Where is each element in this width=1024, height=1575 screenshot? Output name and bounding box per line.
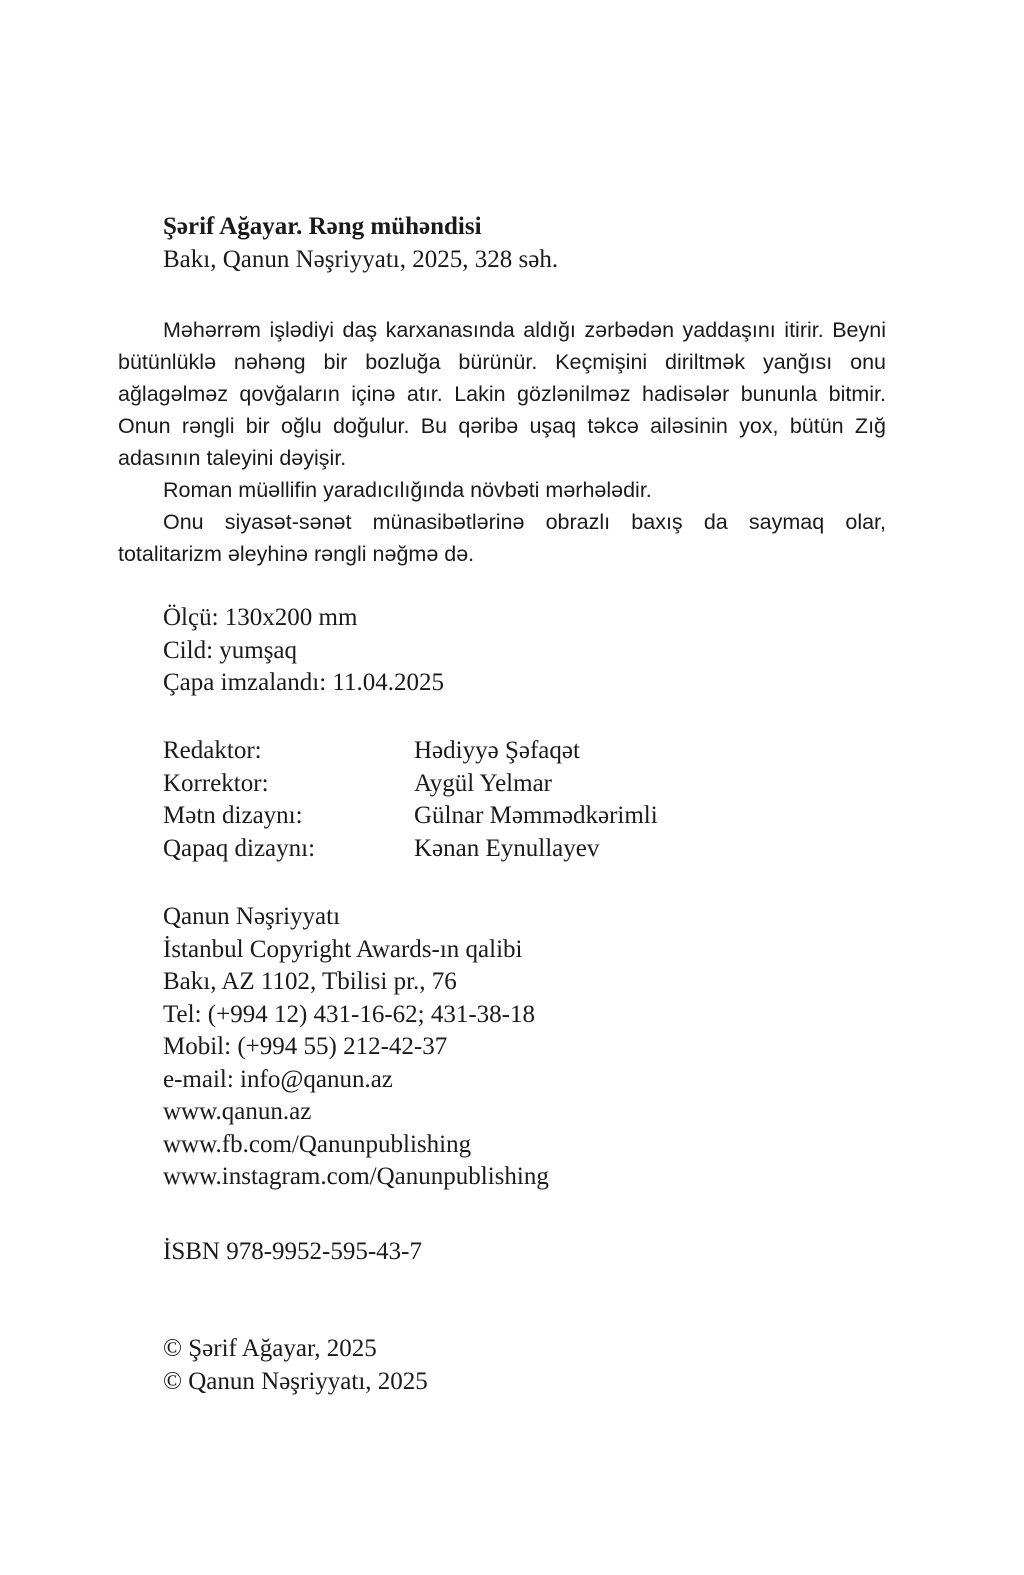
publisher-facebook: www.fb.com/Qanunpublishing [163,1130,472,1158]
credit-role: Mətn dizaynı: [163,802,303,829]
isbn: İSBN 978-9952-595-43-7 [163,1238,423,1265]
publication-line: Bakı, Qanun Nəşriyyatı, 2025, 328 səh. [163,245,559,273]
publisher-address: Bakı, AZ 1102, Tbilisi pr., 76 [163,968,457,995]
book-title: Şərif Ağayar. Rəng mühəndisi [163,213,482,240]
publisher-tel: Tel: (+994 12) 431-16-62; 431-38-18 [163,1000,536,1028]
publisher-award: İstanbul Copyright Awards-ın qalibi [163,935,523,963]
annotation [118,314,886,570]
specifications [163,602,444,700]
credit-name: Aygül Yelmar [414,769,552,797]
publisher-website: www.qanun.az [163,1098,312,1125]
title-block [163,211,558,276]
annotation-paragraph: Onu siyasət-sənət münasibətlərinə obrazlı baxış da saymaq olar, totalitarizm əleyhinə rəngli nəğmə də. [118,510,886,566]
copyright-publisher: © Qanun Nəşriyyatı, 2025 [163,1367,428,1395]
copyright [163,1333,428,1398]
credit-name: Gülnar Məmmədkərimli [414,802,658,829]
annotation-paragraph: Məhərrəm işlədiyi daş karxanasında aldığı zərbədən yaddaşını itirir. Beyni bütünlüklə nəhəng bir bozluğa bürünür. Keçmişini diriltmək yanğısı onu ağlagəlməz qovğaların içinə atır. Lakin gözlənilməz hadisələr bununla bitmir. Onun rəngli bir oğlu doğulur. Bu qəribə uşaq təkcə ailəsinin yox, bütün Zığ adasının taleyini dəyişir. [118,318,886,470]
credit-row [163,800,658,833]
credits [163,735,658,865]
publisher-email: e-mail: info@qanun.az [163,1065,393,1093]
annotation-paragraph: Roman müəllifin yaradıcılığında növbəti mərhələdir. [163,478,652,502]
signed-date: Çapa imzalandı: 11.04.2025 [163,669,444,696]
publisher-mobile: Mobil: (+994 55) 212-42-37 [163,1033,448,1060]
copyright-author: © Şərif Ağayar, 2025 [163,1335,377,1362]
credit-name: Kənan Eynullayev [414,834,600,862]
binding-spec: Cild: yumşaq [163,636,298,664]
credit-role: Qapaq dizaynı: [163,834,316,862]
publisher-name: Qanun Nəşriyyatı [163,903,341,930]
size-spec: Ölçü: 130x200 mm [163,604,358,631]
publisher-info [163,901,549,1194]
credit-role: Korrektor: [163,769,269,797]
credit-row [163,833,658,866]
credit-row [163,768,658,801]
credit-name: Hədiyyə Şəfaqət [414,737,580,764]
credit-role: Redaktor: [163,737,262,764]
publisher-instagram: www.instagram.com/Qanunpublishing [163,1163,549,1190]
credit-row [163,735,658,768]
